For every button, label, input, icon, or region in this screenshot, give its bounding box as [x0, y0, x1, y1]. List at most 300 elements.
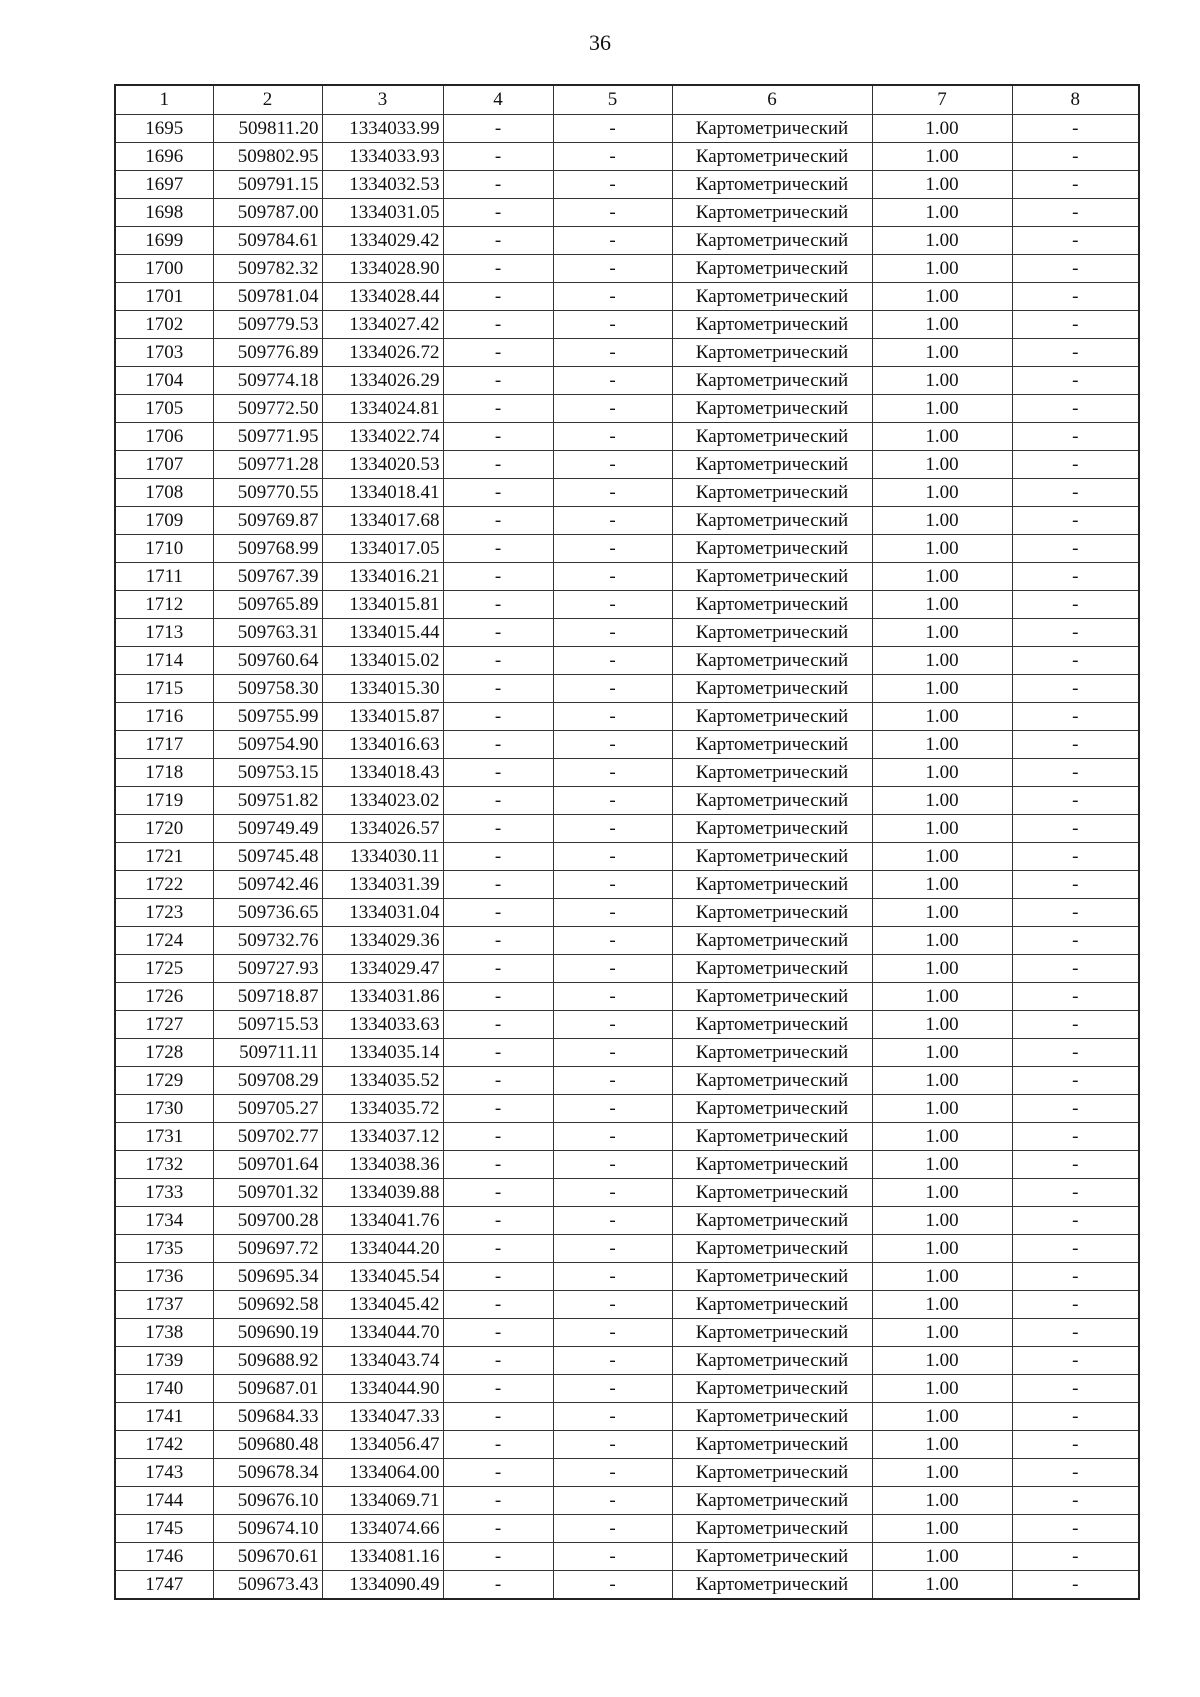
table-cell: 1334069.71 — [322, 1487, 443, 1515]
table-cell: 1334045.42 — [322, 1291, 443, 1319]
table-row — [115, 115, 1139, 143]
table-cell: 1.00 — [872, 1487, 1012, 1515]
table-cell: Картометрический — [672, 675, 872, 703]
table-cell: Картометрический — [672, 1347, 872, 1375]
column-header: 7 — [872, 85, 1012, 115]
table-cell: 1732 — [115, 1151, 213, 1179]
table-cell: - — [443, 255, 553, 283]
table-cell: Картометрический — [672, 1011, 872, 1039]
table-cell: - — [553, 787, 672, 815]
table-cell: 509754.90 — [213, 731, 322, 759]
table-cell: - — [443, 1263, 553, 1291]
table-row — [115, 1235, 1139, 1263]
table-cell: - — [553, 1571, 672, 1600]
table-cell: - — [443, 955, 553, 983]
table-row — [115, 927, 1139, 955]
table-cell: 1744 — [115, 1487, 213, 1515]
table-row — [115, 591, 1139, 619]
table-cell: - — [443, 171, 553, 199]
table-cell: - — [443, 1403, 553, 1431]
table-cell: 1719 — [115, 787, 213, 815]
table-cell: 1334039.88 — [322, 1179, 443, 1207]
table-cell: - — [443, 675, 553, 703]
table-cell: 1717 — [115, 731, 213, 759]
table-cell: 1742 — [115, 1431, 213, 1459]
table-cell: 509670.61 — [213, 1543, 322, 1571]
table-cell: - — [553, 871, 672, 899]
table-cell: - — [443, 1543, 553, 1571]
table-cell: 1729 — [115, 1067, 213, 1095]
table-cell: 509736.65 — [213, 899, 322, 927]
table-cell: - — [443, 1375, 553, 1403]
table-cell: 1735 — [115, 1235, 213, 1263]
table-cell: Картометрический — [672, 759, 872, 787]
table-cell: 1.00 — [872, 1011, 1012, 1039]
table-cell: - — [443, 339, 553, 367]
page-number: 36 — [589, 30, 611, 55]
table-cell: - — [443, 1431, 553, 1459]
table-cell: 1708 — [115, 479, 213, 507]
table-cell: - — [443, 367, 553, 395]
table-cell: 1.00 — [872, 955, 1012, 983]
table-cell: - — [553, 843, 672, 871]
table-cell: - — [553, 227, 672, 255]
table-row — [115, 479, 1139, 507]
table-row — [115, 871, 1139, 899]
table-cell: 1.00 — [872, 787, 1012, 815]
table-cell: - — [1012, 815, 1139, 843]
table-cell: 1.00 — [872, 591, 1012, 619]
table-cell: 1334033.93 — [322, 143, 443, 171]
table-cell: - — [1012, 1067, 1139, 1095]
table-row — [115, 815, 1139, 843]
table-cell: 1737 — [115, 1291, 213, 1319]
table-cell: 1.00 — [872, 423, 1012, 451]
table-cell: 509697.72 — [213, 1235, 322, 1263]
table-cell: 1.00 — [872, 1319, 1012, 1347]
table-row — [115, 1459, 1139, 1487]
table-cell: - — [553, 1431, 672, 1459]
table-cell: Картометрический — [672, 507, 872, 535]
table-cell: 1710 — [115, 535, 213, 563]
table-cell: - — [443, 815, 553, 843]
table-cell: Картометрический — [672, 143, 872, 171]
table-cell: 1334028.44 — [322, 283, 443, 311]
table-cell: 1334026.57 — [322, 815, 443, 843]
table-cell: - — [443, 115, 553, 143]
table-cell: 1700 — [115, 255, 213, 283]
table-cell: 1334074.66 — [322, 1515, 443, 1543]
table-row — [115, 255, 1139, 283]
table-cell: Картометрический — [672, 1123, 872, 1151]
table-row — [115, 143, 1139, 171]
table-cell: 509751.82 — [213, 787, 322, 815]
table-header — [115, 85, 1139, 115]
table-row — [115, 1095, 1139, 1123]
table-cell: Картометрический — [672, 927, 872, 955]
table-cell: - — [443, 619, 553, 647]
table-cell: - — [443, 227, 553, 255]
table-cell: - — [1012, 451, 1139, 479]
table-cell: Картометрический — [672, 843, 872, 871]
table-cell: Картометрический — [672, 227, 872, 255]
table-cell: Картометрический — [672, 311, 872, 339]
table-cell: - — [443, 507, 553, 535]
table-cell: - — [553, 731, 672, 759]
table-row — [115, 1403, 1139, 1431]
table-cell: - — [553, 1347, 672, 1375]
table-cell: 1.00 — [872, 171, 1012, 199]
table-cell: 509787.00 — [213, 199, 322, 227]
table-cell: 1334043.74 — [322, 1347, 443, 1375]
table-cell: 1741 — [115, 1403, 213, 1431]
table-cell: - — [1012, 339, 1139, 367]
table-cell: Картометрический — [672, 255, 872, 283]
table-cell: - — [1012, 1459, 1139, 1487]
table-cell: 1334015.44 — [322, 619, 443, 647]
table-cell: - — [443, 1459, 553, 1487]
table-cell: - — [1012, 1207, 1139, 1235]
table-cell: 1.00 — [872, 871, 1012, 899]
table-cell: Картометрический — [672, 1543, 872, 1571]
table-cell: Картометрический — [672, 1235, 872, 1263]
table-cell: 1334031.04 — [322, 899, 443, 927]
table-cell: - — [1012, 1375, 1139, 1403]
table-cell: 509772.50 — [213, 395, 322, 423]
table-cell: 509715.53 — [213, 1011, 322, 1039]
table-cell: Картометрический — [672, 171, 872, 199]
table-cell: 509781.04 — [213, 283, 322, 311]
table-cell: - — [1012, 1431, 1139, 1459]
table-cell: Картометрический — [672, 339, 872, 367]
table-cell: 1730 — [115, 1095, 213, 1123]
table-cell: 1.00 — [872, 115, 1012, 143]
table-cell: 1334022.74 — [322, 423, 443, 451]
table-cell: - — [443, 843, 553, 871]
table-cell: - — [553, 563, 672, 591]
table-cell: 1696 — [115, 143, 213, 171]
table-cell: 1334044.90 — [322, 1375, 443, 1403]
table-cell: - — [553, 1095, 672, 1123]
table-row — [115, 1375, 1139, 1403]
table-cell: - — [443, 647, 553, 675]
table-cell: - — [1012, 647, 1139, 675]
table-cell: - — [1012, 955, 1139, 983]
table-cell: Картометрический — [672, 647, 872, 675]
table-cell: - — [443, 283, 553, 311]
table-cell: - — [1012, 1487, 1139, 1515]
table-cell: 1721 — [115, 843, 213, 871]
table-cell: 1.00 — [872, 1207, 1012, 1235]
table-cell: 509782.32 — [213, 255, 322, 283]
table-cell: 1.00 — [872, 395, 1012, 423]
table-cell: 1709 — [115, 507, 213, 535]
table-cell: 1720 — [115, 815, 213, 843]
table-cell: 509767.39 — [213, 563, 322, 591]
table-cell: - — [553, 1151, 672, 1179]
table-cell: 1707 — [115, 451, 213, 479]
table-cell: - — [1012, 731, 1139, 759]
table-cell: 509692.58 — [213, 1291, 322, 1319]
table-cell: - — [1012, 1263, 1139, 1291]
table-cell: 1711 — [115, 563, 213, 591]
table-cell: 1.00 — [872, 311, 1012, 339]
table-cell: - — [553, 1123, 672, 1151]
table-cell: 1704 — [115, 367, 213, 395]
table-cell: 1733 — [115, 1179, 213, 1207]
table-cell: 509791.15 — [213, 171, 322, 199]
table-cell: - — [553, 423, 672, 451]
column-header: 1 — [115, 85, 213, 115]
table-cell: - — [553, 311, 672, 339]
table-row — [115, 675, 1139, 703]
table-cell: Картометрический — [672, 199, 872, 227]
header-row — [115, 85, 1139, 115]
table-cell: 1334017.68 — [322, 507, 443, 535]
table-row — [115, 367, 1139, 395]
table-cell: 509784.61 — [213, 227, 322, 255]
table-cell: 1334033.99 — [322, 115, 443, 143]
table-cell: - — [553, 1291, 672, 1319]
table-cell: 509678.34 — [213, 1459, 322, 1487]
table-cell: Картометрический — [672, 787, 872, 815]
table-cell: - — [1012, 759, 1139, 787]
table-cell: - — [553, 1487, 672, 1515]
table-cell: 1.00 — [872, 731, 1012, 759]
table-cell: - — [553, 1403, 672, 1431]
table-cell: 1713 — [115, 619, 213, 647]
table-cell: 1712 — [115, 591, 213, 619]
table-row — [115, 1291, 1139, 1319]
column-header: 4 — [443, 85, 553, 115]
table-cell: 509705.27 — [213, 1095, 322, 1123]
table-cell: 1334037.12 — [322, 1123, 443, 1151]
table-cell: 1.00 — [872, 1347, 1012, 1375]
table-cell: - — [443, 1207, 553, 1235]
table-cell: - — [443, 1011, 553, 1039]
table-row — [115, 1207, 1139, 1235]
table-cell: 509732.76 — [213, 927, 322, 955]
table-cell: - — [553, 283, 672, 311]
table-cell: - — [553, 1375, 672, 1403]
table-cell: - — [553, 395, 672, 423]
table-cell: - — [1012, 1403, 1139, 1431]
table-cell: - — [443, 1179, 553, 1207]
table-cell: - — [553, 479, 672, 507]
table-cell: - — [443, 451, 553, 479]
table-cell: - — [1012, 899, 1139, 927]
table-cell: 1334044.20 — [322, 1235, 443, 1263]
table-cell: 1727 — [115, 1011, 213, 1039]
table-row — [115, 1151, 1139, 1179]
table-cell: 509771.95 — [213, 423, 322, 451]
table-cell: - — [1012, 927, 1139, 955]
table-cell: Картометрический — [672, 1179, 872, 1207]
table-cell: 1.00 — [872, 143, 1012, 171]
table-cell: 509811.20 — [213, 115, 322, 143]
table-row — [115, 311, 1139, 339]
table-cell: - — [553, 703, 672, 731]
table-cell: 509771.28 — [213, 451, 322, 479]
table-cell: 1334026.29 — [322, 367, 443, 395]
table-cell: 1723 — [115, 899, 213, 927]
table-cell: - — [1012, 1039, 1139, 1067]
table-cell: 1714 — [115, 647, 213, 675]
table-cell: 1.00 — [872, 1067, 1012, 1095]
table-cell: - — [553, 507, 672, 535]
table-cell: 509711.11 — [213, 1039, 322, 1067]
table-cell: 1.00 — [872, 1571, 1012, 1600]
table-cell: - — [1012, 1123, 1139, 1151]
table-cell: 1724 — [115, 927, 213, 955]
table-cell: - — [443, 1039, 553, 1067]
column-header: 2 — [213, 85, 322, 115]
table-cell: - — [553, 1179, 672, 1207]
table-cell: - — [553, 1459, 672, 1487]
table-cell: - — [443, 143, 553, 171]
table-row — [115, 1039, 1139, 1067]
table-cell: - — [553, 199, 672, 227]
table-cell: 1334047.33 — [322, 1403, 443, 1431]
table-cell: 1743 — [115, 1459, 213, 1487]
table-cell: 509763.31 — [213, 619, 322, 647]
table-cell: - — [1012, 115, 1139, 143]
table-row — [115, 843, 1139, 871]
table-cell: 1.00 — [872, 899, 1012, 927]
table-cell: 1334018.41 — [322, 479, 443, 507]
table-cell: 1.00 — [872, 1403, 1012, 1431]
table-cell: 1747 — [115, 1571, 213, 1600]
table-row — [115, 1263, 1139, 1291]
table-cell: 1.00 — [872, 283, 1012, 311]
table-cell: - — [1012, 367, 1139, 395]
table-cell: 1334044.70 — [322, 1319, 443, 1347]
table-cell: 1.00 — [872, 1095, 1012, 1123]
table-cell: Картометрический — [672, 395, 872, 423]
table-cell: 1701 — [115, 283, 213, 311]
table-cell: - — [553, 675, 672, 703]
table-cell: 1.00 — [872, 1263, 1012, 1291]
table-cell: Картометрический — [672, 535, 872, 563]
table-cell: 1334064.00 — [322, 1459, 443, 1487]
table-cell: - — [553, 1263, 672, 1291]
table-cell: Картометрический — [672, 1515, 872, 1543]
table-cell: 1334026.72 — [322, 339, 443, 367]
table-cell: - — [553, 927, 672, 955]
table-cell: 1745 — [115, 1515, 213, 1543]
table-row — [115, 1179, 1139, 1207]
column-header: 5 — [553, 85, 672, 115]
table-cell: 1.00 — [872, 1543, 1012, 1571]
table-cell: 509700.28 — [213, 1207, 322, 1235]
table-cell: - — [443, 1151, 553, 1179]
table-cell: - — [1012, 479, 1139, 507]
table-cell: 1334015.87 — [322, 703, 443, 731]
table-cell: 1746 — [115, 1543, 213, 1571]
table-cell: - — [443, 311, 553, 339]
table-cell: 1.00 — [872, 1291, 1012, 1319]
table-cell: - — [1012, 591, 1139, 619]
table-row — [115, 1515, 1139, 1543]
table-row — [115, 1487, 1139, 1515]
table-cell: - — [443, 479, 553, 507]
table-cell: Картометрический — [672, 479, 872, 507]
table-cell: - — [443, 1487, 553, 1515]
table-cell: - — [553, 115, 672, 143]
table-cell: 509768.99 — [213, 535, 322, 563]
table-cell: Картометрический — [672, 1095, 872, 1123]
table-cell: 1334045.54 — [322, 1263, 443, 1291]
table-cell: - — [443, 1095, 553, 1123]
table-cell: 1.00 — [872, 1375, 1012, 1403]
table-cell: - — [1012, 1011, 1139, 1039]
table-cell: - — [553, 1319, 672, 1347]
table-cell: 1334038.36 — [322, 1151, 443, 1179]
table-cell: 509769.87 — [213, 507, 322, 535]
table-cell: 509802.95 — [213, 143, 322, 171]
table-cell: 509774.18 — [213, 367, 322, 395]
table-cell: - — [443, 1067, 553, 1095]
table-cell: - — [1012, 311, 1139, 339]
table-cell: 1334015.02 — [322, 647, 443, 675]
table-row — [115, 171, 1139, 199]
table-cell: Картометрический — [672, 1291, 872, 1319]
table-cell: 1697 — [115, 171, 213, 199]
table-cell: - — [553, 1235, 672, 1263]
table-cell: 509779.53 — [213, 311, 322, 339]
table-cell: 1334035.52 — [322, 1067, 443, 1095]
table-cell: 1.00 — [872, 1459, 1012, 1487]
table-row — [115, 423, 1139, 451]
table-cell: Картометрический — [672, 1039, 872, 1067]
table-cell: 1334024.81 — [322, 395, 443, 423]
table-cell: - — [1012, 535, 1139, 563]
table-cell: - — [1012, 1151, 1139, 1179]
table-row — [115, 703, 1139, 731]
table-row — [115, 339, 1139, 367]
table-cell: 509676.10 — [213, 1487, 322, 1515]
table-cell: 1334017.05 — [322, 535, 443, 563]
table-cell: 1.00 — [872, 1235, 1012, 1263]
table-cell: Картометрический — [672, 731, 872, 759]
table-cell: 1.00 — [872, 927, 1012, 955]
table-cell: - — [553, 619, 672, 647]
table-cell: 1334031.05 — [322, 199, 443, 227]
table-cell: 1722 — [115, 871, 213, 899]
table-cell: - — [553, 759, 672, 787]
table-cell: 509758.30 — [213, 675, 322, 703]
table-cell: Картометрический — [672, 1375, 872, 1403]
table-cell: - — [443, 563, 553, 591]
table-cell: Картометрический — [672, 591, 872, 619]
coordinates-table — [114, 84, 1140, 1600]
table-cell: 1334090.49 — [322, 1571, 443, 1600]
table-cell: 1334027.42 — [322, 311, 443, 339]
table-cell: - — [443, 1123, 553, 1151]
table-row — [115, 1431, 1139, 1459]
table-cell: - — [1012, 1179, 1139, 1207]
table-cell: 1334015.81 — [322, 591, 443, 619]
table-cell: - — [553, 955, 672, 983]
table-cell: - — [1012, 563, 1139, 591]
table-cell: Картометрический — [672, 1151, 872, 1179]
table-cell: 1.00 — [872, 199, 1012, 227]
table-cell: Картометрический — [672, 703, 872, 731]
table-cell: 509770.55 — [213, 479, 322, 507]
table-cell: 509688.92 — [213, 1347, 322, 1375]
table-row — [115, 283, 1139, 311]
table-cell: 1.00 — [872, 535, 1012, 563]
